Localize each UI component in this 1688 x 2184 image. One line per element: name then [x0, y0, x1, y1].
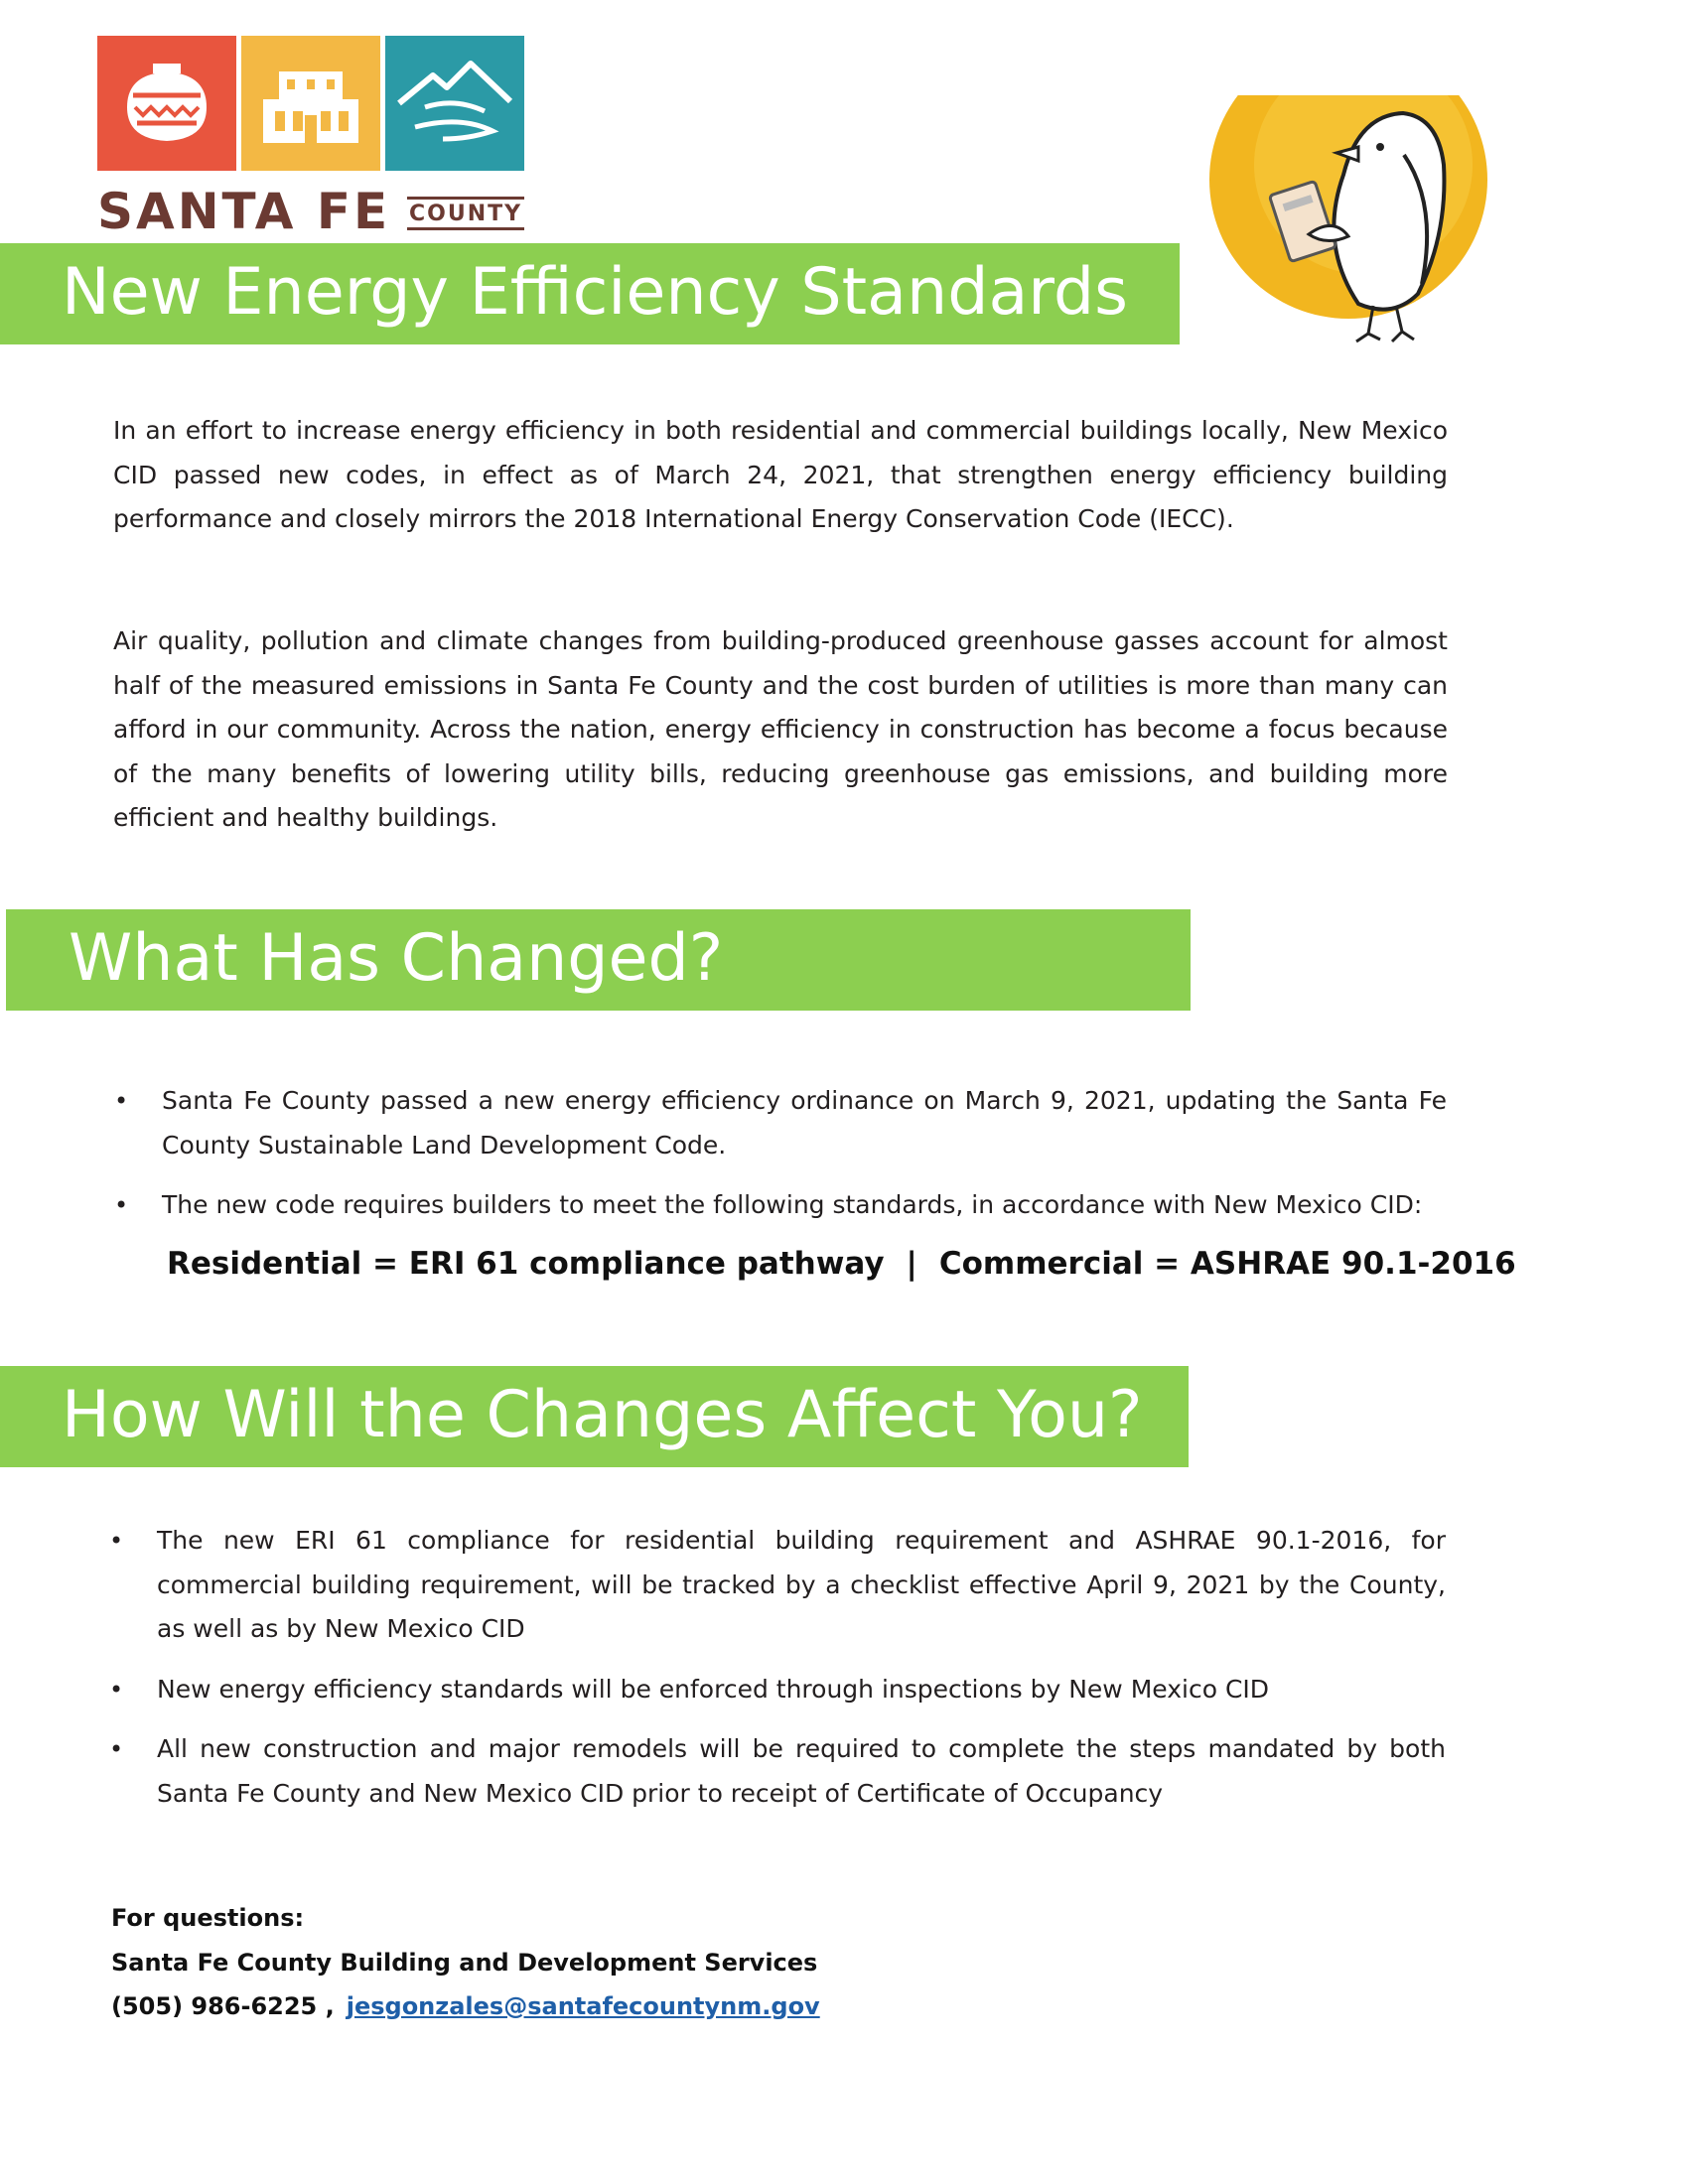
adobe-building-icon	[241, 36, 380, 171]
contact-email-link[interactable]: jesgonzales@santafecountynm.gov	[346, 1992, 820, 2020]
bullet-icon: •	[114, 1087, 129, 1115]
santa-fe-county-logo	[97, 36, 524, 240]
bullet-icon: •	[114, 1191, 129, 1219]
list-item: • New energy efficiency standards will be enforced through inspections by New Mexico CID	[107, 1668, 1446, 1712]
intro-paragraph-1: In an effort to increase energy efficiency in both residential and commercial buildings locally, New Mexico CID passed new codes, in effect as of March 24, 2021, that strengthen energy efficiency building performance and closely mirrors the 2018 International Energy Conservation Code (IECC).	[113, 416, 1448, 533]
contact-heading: For questions:	[111, 1904, 305, 1932]
affect-list	[107, 1519, 1448, 1832]
standards-summary	[167, 1246, 1516, 1282]
section-heading-what-changed: What Has Changed?	[6, 909, 1191, 1011]
pottery-icon	[97, 36, 236, 171]
contact-line	[111, 1984, 820, 2029]
page-title: New Energy Efficiency Standards	[0, 243, 1180, 344]
section-heading-affect-you: How Will the Changes Affect You?	[0, 1366, 1189, 1467]
list-item: • The new code requires builders to meet the following standards, in accordance with New Mexico CID:	[112, 1183, 1447, 1228]
bullet-icon: •	[109, 1527, 124, 1555]
contact-department: Santa Fe County Building and Development Services	[111, 1948, 818, 1977]
commercial-standard: Commercial = ASHRAE 90.1-2016	[938, 1246, 1516, 1282]
bullet-icon: •	[109, 1675, 124, 1704]
intro-paragraph-2: Air quality, pollution and climate changes from building-produced greenhouse gasses account for almost half of the measured emissions in Santa Fe County and the cost burden of utilities is more than many can afford in our community. Across the nation, energy efficiency in construction has become a focus because of the many benefits of lowering utility bills, reducing greenhouse gas emissions, and building more efficient and healthy buildings.	[113, 626, 1448, 832]
contact-block	[111, 1896, 820, 2029]
residential-standard: Residential = ERI 61 compliance pathway	[167, 1246, 885, 1282]
list-item: • Santa Fe County passed a new energy efficiency ordinance on March 9, 2021, updating the Santa Fe County Sustainable Land Development Code.	[112, 1079, 1447, 1167]
standards-separator: |	[906, 1246, 917, 1282]
bird-with-clipboard-icon	[1209, 95, 1507, 343]
mountain-icon	[385, 36, 524, 171]
bullet-icon: •	[109, 1735, 124, 1763]
logo-county-label: COUNTY	[407, 197, 524, 230]
logo-wordmark: SANTA FE	[97, 183, 391, 240]
list-item: • All new construction and major remodels will be required to complete the steps mandated by both Santa Fe County and New Mexico CID prior to receipt of Certificate of Occupancy	[107, 1727, 1446, 1816]
contact-phone: (505) 986-6225 ,	[111, 1992, 335, 2020]
changes-list	[112, 1079, 1453, 1244]
list-item: • The new ERI 61 compliance for residential building requirement and ASHRAE 90.1-2016, for commercial building requirement, will be tracked by a checklist effective April 9, 2021 by the County, as well as by New Mexico CID	[107, 1519, 1446, 1652]
